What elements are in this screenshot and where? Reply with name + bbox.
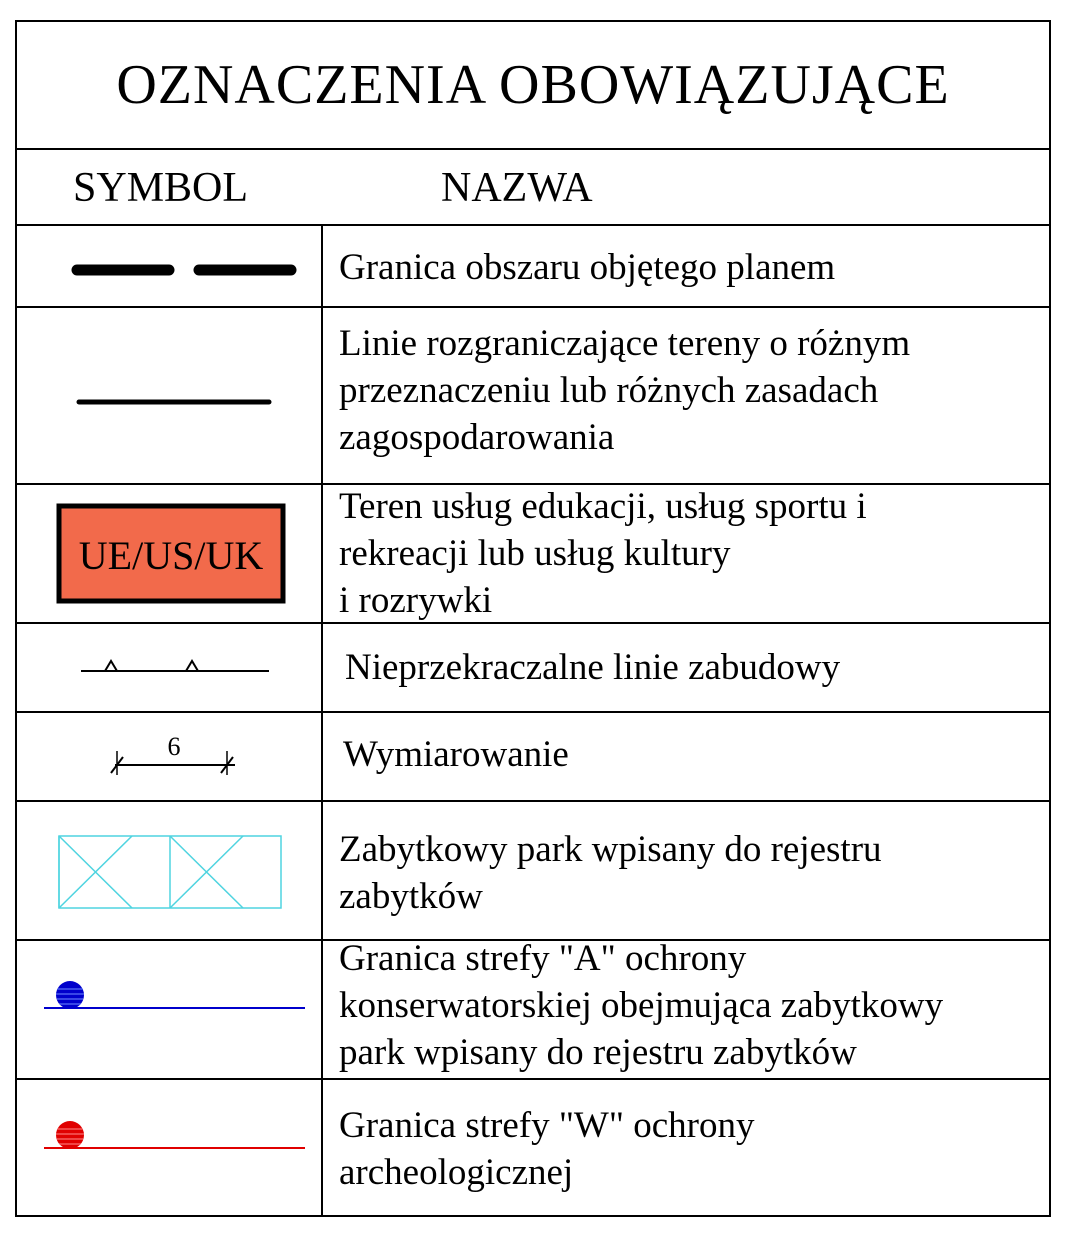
red-dot-line-icon [17,1080,323,1215]
zone-box-icon [17,485,323,622]
row-name [339,244,1029,291]
symbol-cell [17,1080,323,1217]
symbol-cell [17,941,323,1078]
header-row [17,150,1049,226]
row-name [339,483,1029,624]
legend-row-plan-boundary [17,226,1049,308]
row-name [339,644,1029,691]
row-name-line: Wymiarowanie [343,734,569,775]
row-name-line: Nieprzekraczalne linie zabudowy [345,647,841,688]
row-name [339,320,1029,461]
row-name-line: rekreacji lub usług kultury [339,533,731,574]
row-name-line: Granica strefy "A" ochrony [339,938,747,979]
row-name [339,826,1029,920]
name-column-header: NAZWA [441,165,593,211]
dashed-thick-line-icon [17,226,323,306]
row-name [339,935,1029,1076]
legend-table [15,20,1051,1217]
legend-row-dimensioning [17,713,1049,802]
row-name-line: Linie rozgraniczające tereny o różnym [339,323,911,364]
row-name-line: park wpisany do rejestru zabytków [339,1032,857,1073]
symbol-cell [17,624,323,711]
row-name-line: przeznaczeniu lub różnych zasadach [339,370,879,411]
hatched-park-icon [17,802,323,939]
dimension-value: 6 [167,732,181,761]
symbol-cell [17,713,323,800]
row-name-line: Granica obszaru objętego planem [339,247,836,288]
symbol-cell [17,308,323,483]
row-name-line: Granica strefy "W" ochrony [339,1105,755,1146]
legend-row-services-zone [17,485,1049,624]
row-name-line: Zabytkowy park wpisany do rejestru [339,829,882,870]
row-name-line: Teren usług edukacji, usług sportu i [339,486,867,527]
blue-dot-line-icon [17,941,323,1078]
symbol-cell [17,802,323,939]
legend-row-demarcation-lines [17,308,1049,485]
solid-line-icon [17,308,323,483]
row-name [339,731,1029,778]
zone-box-label: UE/US/UK [78,533,264,578]
row-name-line: zabytków [339,876,483,917]
legend-title: OZNACZENIA OBOWIĄZUJĄCE [17,22,1049,150]
symbol-cell [17,226,323,306]
building-line-triangles-icon [17,624,323,711]
legend-row-zone-w [17,1080,1049,1217]
row-name-line: zagospodarowania [339,417,615,458]
dimension-line-icon [17,713,323,800]
symbol-cell [17,485,323,622]
row-name [339,1102,1029,1196]
row-name-line: i rozrywki [339,580,493,621]
legend-row-building-lines [17,624,1049,713]
row-name-line: archeologicznej [339,1152,574,1193]
legend-row-zone-a [17,938,1049,1080]
legend-row-historic-park [17,802,1049,941]
symbol-column-header: SYMBOL [73,165,249,211]
row-name-line: konserwatorskiej obejmująca zabytkowy [339,985,944,1026]
